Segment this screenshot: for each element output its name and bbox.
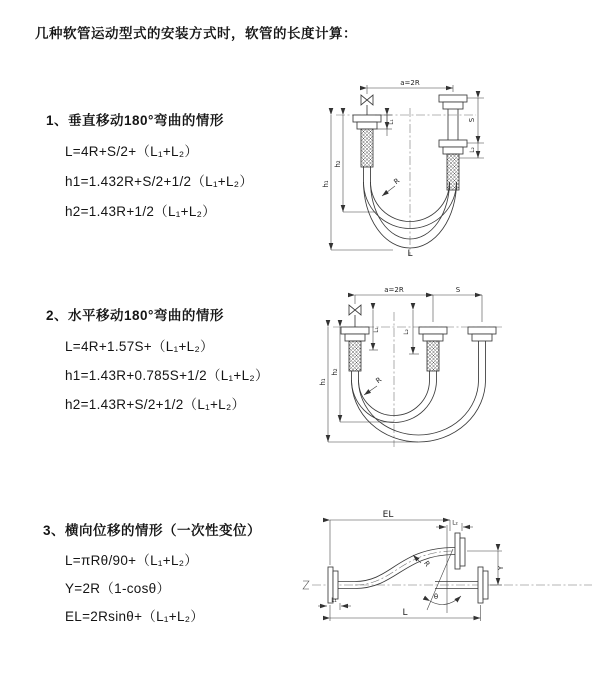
section1-formula-h2: h2=1.43R+1/2（L₁+L₂）: [65, 204, 216, 219]
section1-formula-L: L=4R+S/2+（L₁+L₂）: [65, 144, 199, 159]
center-line: [303, 581, 592, 589]
dim-h1-label: h₁: [322, 180, 330, 188]
dim-l2-label: L₂: [470, 147, 476, 153]
radius-callout: [364, 376, 383, 395]
upper-right-flange: [455, 533, 465, 569]
left-pipe-flange: [353, 115, 381, 167]
dim-s-label: S: [455, 286, 461, 294]
angle-theta-label: θ: [433, 593, 439, 601]
right-pipe-flange: [439, 95, 467, 190]
dimension-a2r-s: [355, 286, 482, 322]
dimension-l1: [369, 310, 380, 350]
radius-label: R: [374, 375, 384, 386]
dim-l1-label: L₁: [389, 119, 395, 125]
section3-formula-EL: EL=2Rsinθ+（L₁+L₂）: [65, 609, 205, 624]
dim-l2-label: L₂: [452, 520, 458, 527]
dim-h1-label: h₁: [319, 378, 327, 386]
dimension-a2r: [367, 79, 453, 94]
diagram-vertical-180-bend: [318, 72, 595, 258]
radius-label: R: [421, 559, 432, 569]
dim-h2-label: h₂: [331, 368, 339, 376]
page-title: 几种软管运动型式的安装方式时，软管的长度计算：: [35, 26, 357, 41]
section2-formula-h1: h1=1.43R+0.785S+1/2（L₁+L₂）: [65, 368, 269, 383]
radius-callout: [382, 177, 401, 196]
left-pipe-flange: [341, 327, 369, 371]
dim-l1-label: L₁: [374, 327, 380, 333]
dimension-l1: [318, 598, 351, 610]
dimension-l: [330, 605, 481, 621]
section1-heading: 1、垂直移动180°弯曲的情形: [46, 113, 224, 128]
dim-l1-label: L₁: [331, 598, 337, 604]
right-pipe-flange: [468, 327, 496, 341]
dimension-el: [330, 510, 450, 565]
dim-l2-label: L₂: [404, 329, 410, 335]
radius-label: R: [392, 176, 402, 187]
hose-u-bend: [352, 341, 486, 442]
dimension-h1-h2: [319, 327, 418, 442]
hose-s-curve: [355, 548, 455, 589]
section3-formula-Y: Y=2R（1-cosθ）: [65, 581, 171, 596]
dim-bottom-l-label: L: [407, 249, 413, 258]
section2-formula-L: L=4R+1.57S+（L₁+L₂）: [65, 339, 214, 354]
section2-formula-h2: h2=1.43R+S/2+1/2（L₁+L₂）: [65, 397, 246, 412]
section3-heading: 3、横向位移的情形（一次性变位）: [43, 523, 262, 538]
dim-s-label: S: [468, 117, 476, 123]
valve-icon: [361, 95, 373, 115]
axis-break-icon: [303, 581, 309, 589]
section3-formula-L: L=πRθ/90+（L₁+L₂）: [65, 553, 199, 568]
dim-l-label: L: [402, 608, 408, 618]
dim-h2-label: h₂: [334, 160, 342, 168]
dim-el-label: EL: [382, 510, 394, 520]
dim-y-label: Y: [497, 565, 505, 571]
diagram-lateral-displacement: [300, 505, 595, 650]
section2-heading: 2、水平移动180°弯曲的情形: [46, 308, 224, 323]
radius-callout: [413, 555, 431, 568]
dim-a2r-label: a=2R: [400, 79, 420, 87]
dimension-l2: [404, 310, 419, 354]
dimension-h1-h2: [322, 115, 393, 250]
middle-pipe-flange: [419, 327, 447, 371]
valve-icon: [349, 305, 361, 327]
diagram-horizontal-180-bend: [318, 282, 595, 470]
dim-a2r-label: a=2R: [384, 286, 404, 294]
dimension-l2: [433, 520, 473, 614]
section1-formula-h1: h1=1.432R+S/2+1/2（L₁+L₂）: [65, 174, 254, 189]
